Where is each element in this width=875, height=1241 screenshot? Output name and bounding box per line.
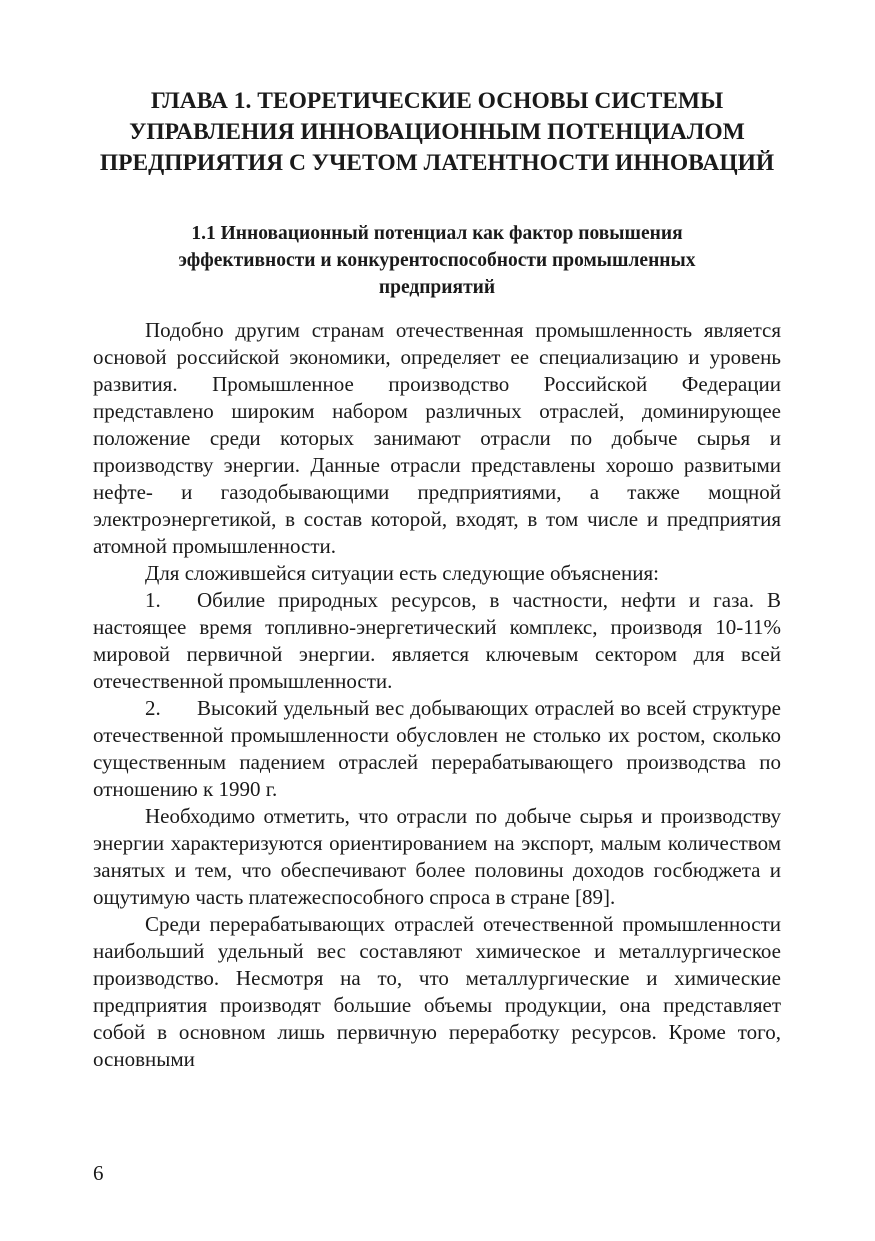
page-number: 6 <box>93 1161 104 1185</box>
section-title: 1.1 Инновационный потенциал как фактор повышения эффективности и конкурентоспособности промышленных предприятий <box>178 223 696 298</box>
list-item-1 <box>93 587 781 695</box>
list-item-2-text: Высокий удельный вес добывающих отраслей во всей структуре отечественной промышленности обусловлен не столько их ростом, сколько существенным падением отраслей перерабатывающего производства по отношению к 1990 г. <box>93 696 781 801</box>
list-item-2 <box>93 695 781 803</box>
body-text <box>93 317 781 1073</box>
page-content <box>93 86 781 1073</box>
paragraph-4: Среди перерабатывающих отраслей отечественной промышленности наибольший удельный вес составляют химическое и металлургическое производство. Несмотря на то, что металлургические и химические предприятия производят большие объемы продукции, она представляет собой в основном лишь первичную переработку ресурсов. Кроме того, основными <box>93 912 781 1071</box>
paragraph-2: Для сложившейся ситуации есть следующие объяснения: <box>145 561 659 585</box>
list-item-1-number: 1. <box>145 588 161 612</box>
paragraph-3: Необходимо отметить, что отрасли по добыче сырья и производству энергии характеризуются ориентированием на экспорт, малым количеством занятых и тем, что обеспечивают более половины доходов госбюджета и ощутимую часть платежеспособного спроса в стране [89]. <box>93 804 781 909</box>
paragraph-1: Подобно другим странам отечественная промышленность является основой российской экономики, определяет ее специализацию и уровень развития. Промышленное производство Российской Федерации представлено широким набором различных отраслей, доминирующее положение среди которых занимают отрасли по добыче сырья и производству энергии. Данные отрасли представлены хорошо развитыми нефте- и газодобывающими предприятиями, а также мощной электроэнергетикой, в состав которой, входят, в том числе и предприятия атомной промышленности. <box>93 318 781 558</box>
chapter-title: ГЛАВА 1. ТЕОРЕТИЧЕСКИЕ ОСНОВЫ СИСТЕМЫ УПРАВЛЕНИЯ ИННОВАЦИОННЫМ ПОТЕНЦИАЛОМ ПРЕДПРИЯТИЯ С УЧЕТОМ ЛАТЕНТНОСТИ ИННОВАЦИЙ <box>99 88 775 176</box>
list-item-2-number: 2. <box>145 696 161 720</box>
list-item-1-text: Обилие природных ресурсов, в частности, нефти и газа. В настоящее время топливно-энергетический комплекс, производя 10-11% мировой первичной энергии. является ключевым сектором для всей отечественной промышленности. <box>93 588 781 693</box>
